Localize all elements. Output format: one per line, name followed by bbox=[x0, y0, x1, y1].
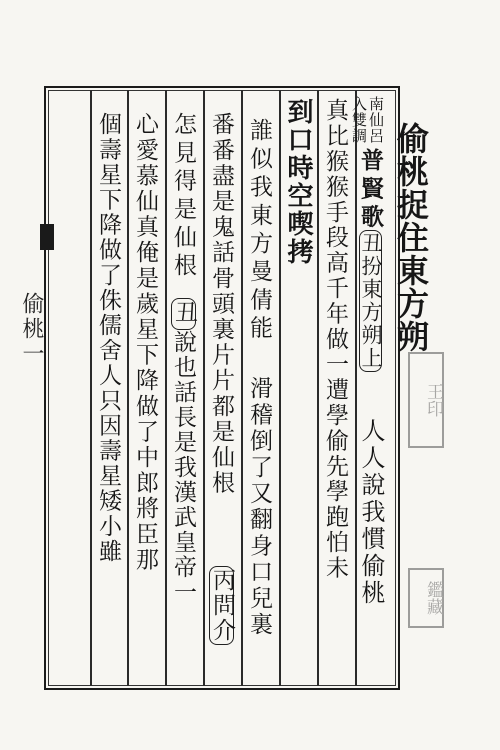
aria-name: 普賢歌 bbox=[357, 148, 384, 233]
fold-mark bbox=[40, 224, 54, 250]
column-rule bbox=[203, 90, 205, 686]
speech-line-3b: 說也話長是我漢武皇帝一 bbox=[170, 330, 196, 605]
stage-direction-enter bbox=[359, 230, 382, 372]
stage-direction-box: 丙問介 bbox=[209, 568, 235, 643]
speech-line-3a: 怎見得是仙根 bbox=[170, 112, 196, 282]
seal-stamp-upper: 王印 bbox=[408, 352, 444, 448]
speech-line-4: 心愛慕仙真俺是歲星下降做了中郎將臣那 bbox=[132, 112, 158, 573]
mode-note-right: 南仙呂 bbox=[367, 96, 385, 144]
role-marker-box: 丑 bbox=[171, 300, 197, 329]
title-column: 偷桃捉住東方朔 bbox=[392, 122, 430, 353]
column-rule bbox=[90, 90, 92, 686]
lyric-line-1: 人人說我慣偷桃 bbox=[357, 418, 385, 607]
column-rule bbox=[317, 90, 319, 686]
column-rule bbox=[127, 90, 129, 686]
column-rule bbox=[279, 90, 281, 686]
column-rule bbox=[241, 90, 243, 686]
speech-line-1b: 滑稽倒了又翻身口兒裏 bbox=[246, 376, 272, 638]
speech-line-2: 番番盡是鬼話骨頭裏片片都是仙根 bbox=[208, 112, 234, 496]
lyric-line-2: 真比猴猴手段高千年做一遭學偷先學跑怕未 bbox=[322, 98, 348, 581]
mode-note-left: 入雙調 bbox=[350, 96, 368, 144]
speech-line-1a: 誰似我東方曼倩能 bbox=[246, 118, 272, 344]
stage-direction-box: 丑扮東方朔上 bbox=[359, 232, 383, 370]
role-marker-chou bbox=[171, 298, 196, 330]
lyric-line-3: 到口時空喫拷 bbox=[283, 98, 313, 266]
seal-stamp-lower: 鑑藏 bbox=[408, 568, 444, 628]
margin-label: 偷桃一 bbox=[19, 292, 44, 367]
stage-direction-ask bbox=[209, 566, 234, 645]
speech-line-5: 個壽星下降做了侏儒舍人只因壽星矮小雖 bbox=[95, 112, 121, 564]
column-rule bbox=[165, 90, 167, 686]
